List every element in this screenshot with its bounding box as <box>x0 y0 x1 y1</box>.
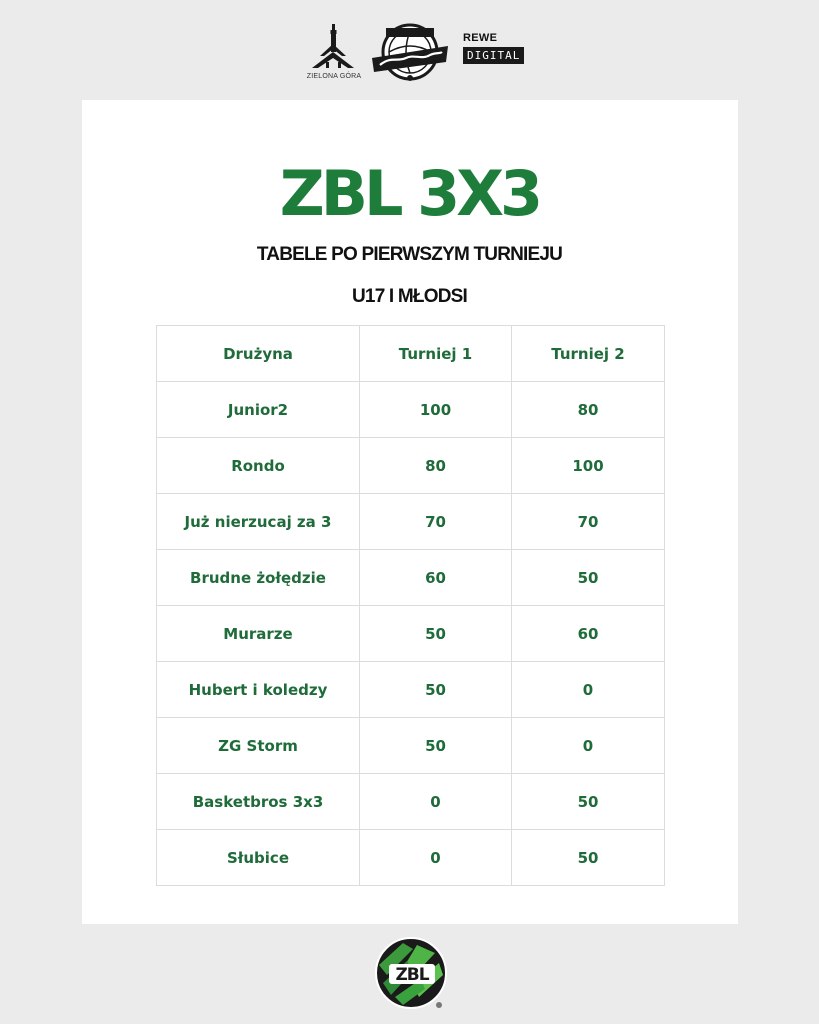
team-name: Junior2 <box>157 382 360 438</box>
tournament-2-points: 80 <box>512 382 665 438</box>
standings-table <box>156 325 665 886</box>
team-name: Rondo <box>157 438 360 494</box>
zastal-basketball-icon <box>366 18 454 84</box>
header-team: Drużyna <box>157 326 360 382</box>
table-row <box>157 382 665 438</box>
tournament-2-points: 0 <box>512 718 665 774</box>
page-title: ZBL 3X3 <box>279 157 540 230</box>
tournament-2-points: 50 <box>512 550 665 606</box>
tournament-2-points: 100 <box>512 438 665 494</box>
table-row <box>157 550 665 606</box>
tournament-2-points: 60 <box>512 606 665 662</box>
tournament-2-points: 50 <box>512 830 665 886</box>
team-name: ZG Storm <box>157 718 360 774</box>
zielona-gora-logo <box>306 22 362 84</box>
tournament-1-points: 80 <box>360 438 512 494</box>
svg-text:ZBL: ZBL <box>395 965 429 985</box>
table-header-row <box>157 326 665 382</box>
zbl-basketball-icon <box>373 935 451 1013</box>
digital-wordmark: DIGITAL <box>463 47 524 64</box>
table-row <box>157 718 665 774</box>
table-row <box>157 774 665 830</box>
rewe-wordmark: REWE <box>463 32 498 44</box>
tournament-2-points: 70 <box>512 494 665 550</box>
zielona-gora-emblem-icon <box>306 22 362 74</box>
zbl-logo <box>373 935 451 1013</box>
tournament-1-points: 70 <box>360 494 512 550</box>
age-category: U17 I MŁODSI <box>352 286 467 307</box>
team-name: Słubice <box>157 830 360 886</box>
tournament-2-points: 50 <box>512 774 665 830</box>
team-name: Basketbros 3x3 <box>157 774 360 830</box>
rewe-digital-logo <box>463 32 533 66</box>
tournament-1-points: 0 <box>360 830 512 886</box>
team-name: Murarze <box>157 606 360 662</box>
sponsor-logos <box>0 18 819 84</box>
table-row <box>157 606 665 662</box>
zastal-zielona-gora-logo <box>366 18 454 84</box>
tournament-1-points: 60 <box>360 550 512 606</box>
team-name: Już nierzucaj za 3 <box>157 494 360 550</box>
zielona-gora-caption: ZIELONA GÓRA <box>306 73 362 80</box>
tournament-1-points: 100 <box>360 382 512 438</box>
tournament-1-points: 50 <box>360 718 512 774</box>
tournament-1-points: 0 <box>360 774 512 830</box>
table-row <box>157 830 665 886</box>
tournament-1-points: 50 <box>360 606 512 662</box>
table-row <box>157 438 665 494</box>
tournament-2-points: 0 <box>512 662 665 718</box>
table-row <box>157 662 665 718</box>
tournament-1-points: 50 <box>360 662 512 718</box>
team-name: Brudne żołędzie <box>157 550 360 606</box>
header-tournament-1: Turniej 1 <box>360 326 512 382</box>
team-name: Hubert i koledzy <box>157 662 360 718</box>
page-subtitle: TABELE PO PIERWSZYM TURNIEJU <box>256 244 563 265</box>
header-tournament-2: Turniej 2 <box>512 326 665 382</box>
table-row <box>157 494 665 550</box>
